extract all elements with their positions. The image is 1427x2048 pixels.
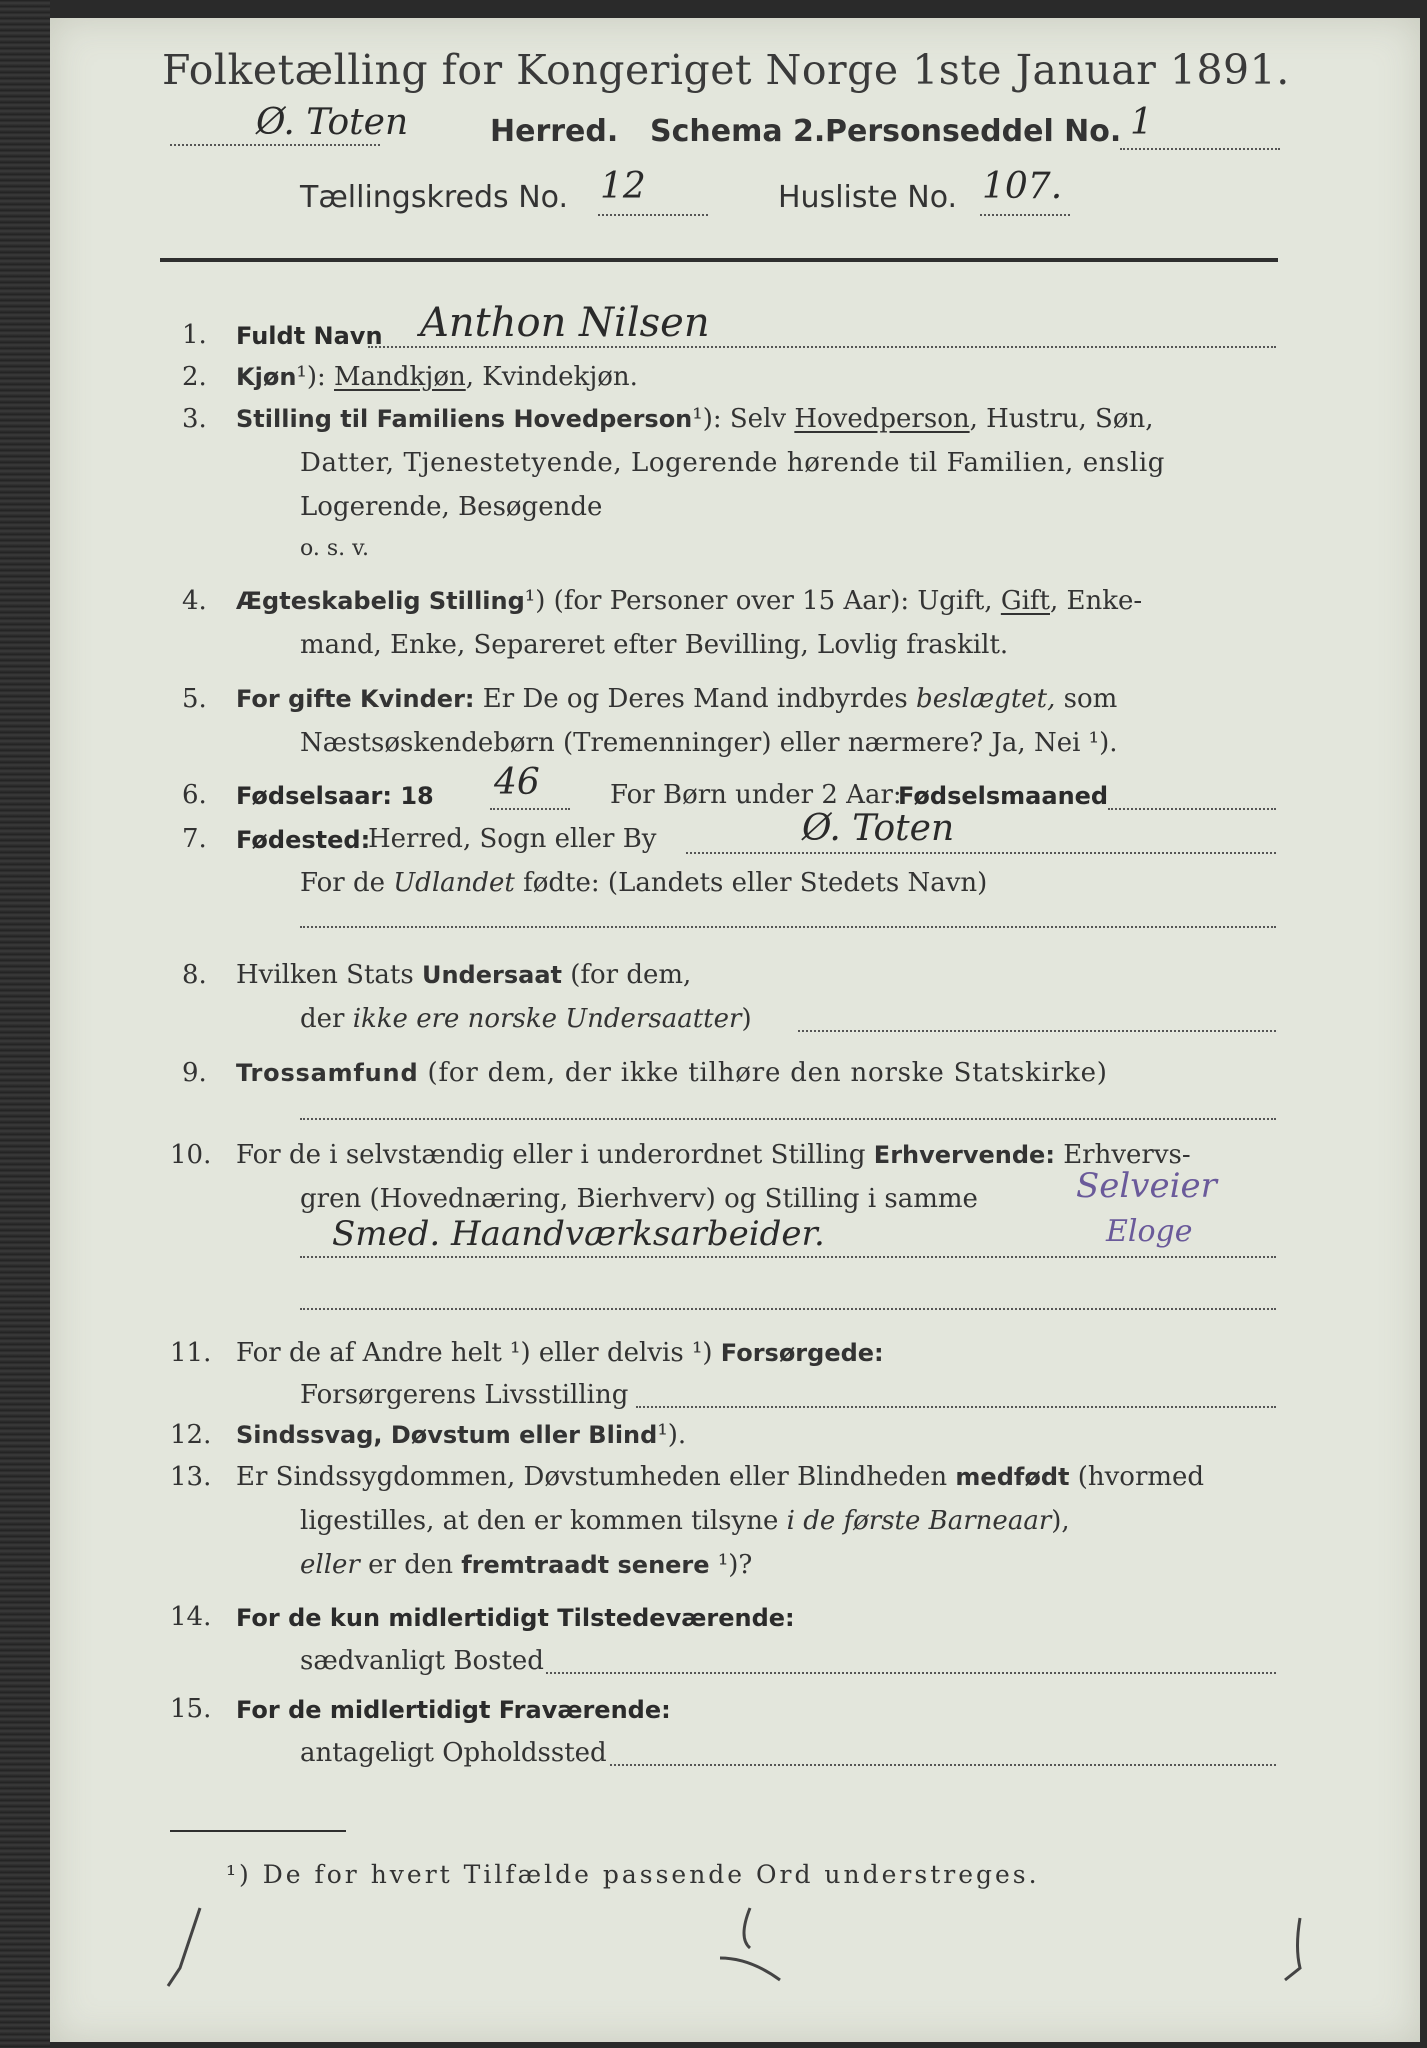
q3-line1 (236, 404, 1154, 434)
q13-l3d: ¹)? (717, 1550, 753, 1580)
q6-mid: For Børn under 2 Aar: (610, 780, 902, 810)
q9-line1 (236, 1058, 1108, 1088)
q3-line4: o. s. v. (300, 536, 369, 561)
q15-line (610, 1764, 1276, 1766)
q5-beslaegtet: beslægtet, (916, 684, 1056, 714)
q3-selv: Selv (729, 404, 787, 434)
q4-line1 (236, 586, 1142, 616)
q10-line1 (236, 1140, 1191, 1170)
q7-udlandet: Udlandet (393, 868, 515, 898)
q2-label: Kjøn (236, 363, 297, 391)
q13-l3b: er den (368, 1550, 453, 1580)
form-title: Folketælling for Kongeriget Norge 1ste Januar 1891. (162, 46, 1290, 94)
q3-l1-rest: , Hustru, Søn, (969, 404, 1154, 434)
q9-label: Trossamfund (236, 1059, 419, 1087)
q10-erhvervende: Erhvervende: (873, 1141, 1055, 1169)
q8-l2c: ) (741, 1004, 752, 1034)
q11-line (636, 1406, 1276, 1408)
q12-line1 (236, 1420, 686, 1450)
q15-line2: antageligt Opholdssted (300, 1738, 607, 1768)
q7-label: Fødested: (236, 826, 371, 854)
q6-number: 6. (182, 780, 207, 810)
q12-number: 12. (170, 1420, 212, 1450)
q1-line (368, 346, 1276, 348)
q13-line1 (236, 1462, 1204, 1492)
q13-l2c: ), (1051, 1506, 1070, 1536)
kreds-value: 12 (600, 166, 646, 207)
q3-hovedperson: Hovedperson (794, 404, 970, 434)
q5-line2: Næstsøskendebørn (Tremenninger) eller nærmere? Ja, Nei ¹). (300, 728, 1118, 758)
q1-value: Anthon Nilsen (420, 300, 710, 346)
q7-l2c: fødte: (Landets eller Stedets Navn) (523, 868, 988, 898)
q8-l1a: Hvilken Stats (236, 960, 414, 990)
schema-label: Schema 2. (650, 114, 826, 149)
q8-undersaat: Undersaat (421, 961, 562, 989)
q5-label: For gifte Kvinder: (236, 685, 475, 713)
q13-line3 (300, 1550, 752, 1580)
q15-label: For de midlertidigt Fraværende: (236, 1696, 671, 1724)
q4-gift: Gift (1000, 586, 1050, 616)
q6-label2: Fødselsmaaned (898, 782, 1109, 810)
q8-number: 8. (182, 960, 207, 990)
q7-foreign-line (300, 926, 1276, 928)
q13-number: 13. (170, 1462, 212, 1492)
q8-line (798, 1030, 1276, 1032)
q7-number: 7. (182, 824, 207, 854)
q3-line2: Datter, Tjenestetyende, Logerende hørende til Familien, enslig (300, 448, 1166, 478)
q14-number: 14. (170, 1602, 212, 1632)
q10-l1a: For de i selvstændig eller i underordnet Stilling (236, 1140, 866, 1170)
personseddel-value: 1 (1130, 102, 1153, 143)
q14-line2: sædvanligt Bosted (300, 1646, 544, 1676)
q10-value-occupation: Smed. Haandværksarbeider. (332, 1214, 825, 1254)
q9-number: 9. (182, 1058, 207, 1088)
census-form-page (50, 18, 1420, 2042)
q4-sup: ¹) (524, 586, 546, 616)
q13-l2b: i de første Barneaar (786, 1506, 1052, 1536)
q10-line-2 (300, 1308, 1276, 1310)
binding-edge (0, 0, 50, 2048)
q11-number: 11. (170, 1338, 212, 1368)
herred-value: Ø. Toten (256, 102, 409, 143)
personseddel-line (1120, 148, 1280, 150)
q10-l1c: Erhvervs- (1063, 1140, 1191, 1170)
q2-sup: ¹): (296, 362, 326, 392)
q3-line3: Logerende, Besøgende (300, 492, 603, 522)
q9-rest: (for dem, der ikke tilhøre den norske Statskirke) (427, 1058, 1108, 1088)
q3-label: Stilling til Familiens Hovedperson (236, 405, 693, 433)
q14-label: For de kun midlertidigt Tilstedeværende: (236, 1604, 795, 1632)
q4-number: 4. (182, 586, 207, 616)
q1-number: 1. (182, 320, 207, 350)
q7-line2 (300, 868, 987, 898)
q5-l1c: som (1063, 684, 1118, 714)
q10-number: 10. (170, 1140, 212, 1170)
q13-l1a: Er Sindssygdommen, Døvstumheden eller Blindheden (236, 1462, 948, 1492)
q8-l1c: (for dem, (570, 960, 692, 990)
q11-line1 (236, 1338, 884, 1368)
fold-mark-right (1285, 1918, 1300, 1980)
q6-label: Fødselsaar: 18 (236, 782, 434, 810)
q6-year-value: 46 (494, 762, 540, 803)
header-rule (160, 258, 1278, 262)
q13-l3a: eller (300, 1550, 360, 1580)
q13-line2 (300, 1506, 1070, 1536)
q7-line (686, 852, 1276, 854)
q13-l2a: ligestilles, at den er kommen tilsyne (300, 1506, 779, 1536)
q10-line-1 (300, 1256, 1276, 1258)
q2-number: 2. (182, 362, 207, 392)
q3-sup: ¹): (692, 404, 722, 434)
q8-line1 (236, 960, 691, 990)
q10-line2: gren (Hovednæring, Bierhverv) og Stilling i samme (300, 1184, 978, 1214)
q4-line2: mand, Enke, Separeret efter Bevilling, Lovlig fraskilt. (300, 630, 1009, 660)
q9-line (300, 1118, 1276, 1120)
q4-l1c: , Enke- (1050, 586, 1143, 616)
q12-label: Sindssvag, Døvstum eller Blind (236, 1421, 658, 1449)
q12-sup: ¹). (657, 1420, 687, 1450)
fold-mark-left (168, 1908, 200, 1986)
q15-number: 15. (170, 1694, 212, 1724)
personseddel-label: Personseddel No. (825, 114, 1122, 149)
q13-l3c: fremtraadt senere (461, 1551, 710, 1579)
q7-value: Ø. Toten (802, 808, 955, 849)
footnote-rule (170, 1830, 346, 1832)
husliste-label: Husliste No. (778, 180, 958, 215)
q11-forsorgede: Forsørgede: (720, 1339, 884, 1367)
q13-l1c: (hvormed (1077, 1462, 1205, 1492)
q7-l2a: For de (300, 868, 385, 898)
herred-label: Herred. (490, 114, 619, 149)
footnote: ¹) De for hvert Tilfælde passende Ord understreges. (226, 1860, 1040, 1889)
q4-label: Ægteskabelig Stilling (236, 587, 525, 615)
q6-year-line (490, 808, 570, 810)
q10-value-selveier: Selveier (1076, 1166, 1217, 1206)
q14-line (546, 1672, 1276, 1674)
q8-l2a: der (300, 1004, 345, 1034)
q5-l1a: Er De og Deres Mand indbyrdes (482, 684, 908, 714)
fold-mark-center (720, 1908, 780, 1980)
q3-number: 3. (182, 404, 207, 434)
herred-line (170, 144, 380, 146)
husliste-line (980, 214, 1070, 216)
q2-option-mandkjon: Mandkjøn (334, 362, 466, 392)
q6-month-line (1108, 808, 1276, 810)
fold-marks (120, 1898, 1350, 2008)
q10-value-eloge: Eloge (1106, 1214, 1193, 1249)
q11-line2: Forsørgerens Livsstilling (300, 1380, 629, 1410)
q7-l1: Herred, Sogn eller By (368, 824, 657, 854)
q2-rest: , Kvindekjøn. (465, 362, 638, 392)
q4-l1a: (for Personer over 15 Aar): Ugift, (553, 586, 993, 616)
kreds-line (598, 214, 708, 216)
husliste-value: 107. (982, 166, 1063, 207)
q2-text (236, 362, 638, 392)
q8-l2b: ikke ere norske Undersaatter (352, 1004, 742, 1034)
q13-medfodt: medfødt (955, 1463, 1070, 1491)
q1-label: Fuldt Navn (236, 322, 383, 350)
q11-l1a: For de af Andre helt ¹) eller delvis ¹) (236, 1338, 713, 1368)
q5-number: 5. (182, 684, 207, 714)
kreds-label: Tællingskreds No. (300, 180, 568, 215)
q8-line2 (300, 1004, 752, 1034)
q5-line1 (236, 684, 1117, 714)
